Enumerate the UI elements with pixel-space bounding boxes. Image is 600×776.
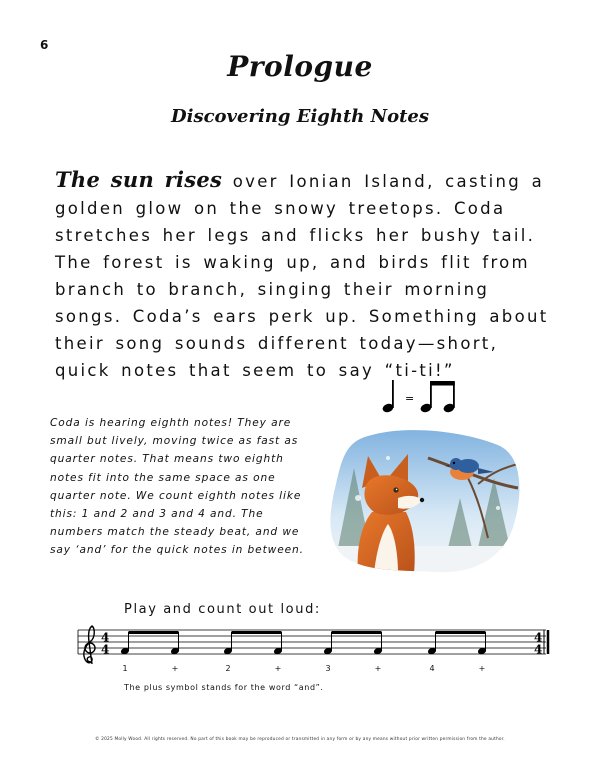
- count-label: +: [374, 664, 382, 673]
- story-lead: The sun rises: [55, 167, 223, 192]
- count-label: +: [478, 664, 486, 673]
- plus-symbol-note: The plus symbol stands for the word “and”.: [124, 683, 324, 692]
- story-paragraph: [55, 166, 555, 384]
- eighth-note-pair: [427, 631, 487, 655]
- page-number: 6: [40, 38, 49, 52]
- count-label: +: [171, 664, 179, 673]
- eighth-note-pair: [223, 631, 283, 655]
- time-signature-top: 4: [101, 630, 110, 645]
- copyright-footer: © 2025 Molly Wood. All rights reserved. No part of this book may be reproduced or transmitted in any form or by any means without prior written permission from the author.: [95, 737, 505, 742]
- count-label: 2: [225, 664, 231, 673]
- eighth-note-pair: [120, 631, 180, 655]
- count-label: 1: [122, 664, 128, 673]
- count-label: +: [274, 664, 282, 673]
- page-subtitle: Discovering Eighth Notes: [171, 106, 429, 127]
- count-label: 4: [429, 664, 435, 673]
- time-signature-bottom-end: 4: [534, 642, 543, 657]
- fox-and-bird-illustration: [328, 428, 524, 574]
- page-title: Prologue: [227, 50, 373, 83]
- count-label: 3: [325, 664, 331, 673]
- eighth-note-pair-icon: [419, 381, 455, 414]
- treble-clef-icon: [84, 626, 95, 664]
- explanation-text: Coda is hearing eighth notes! They are small but lively, moving twice as fast as quarter notes. That means two eighth notes fit into the same space as one quarter note. We count eighth notes like this: 1 and 2 and 3 and 4 and. The numbers match the steady beat, and we say ‘and’ for the quick notes in between.: [50, 417, 304, 557]
- exercise-instruction: Play and count out loud:: [124, 602, 321, 617]
- eighth-note-pair: [323, 631, 383, 655]
- quarter-note-icon: [381, 380, 394, 414]
- time-signature-top-end: 4: [534, 630, 543, 645]
- story-body: over Ionian Island, casting a golden glow on the snowy treetops. Coda stretches her legs and flicks her bushy tail. The forest is waking up, and birds flit from branch to branch, singing their morning songs. Coda’s ears perk up. Something about their song sounds different today—short, quick notes that seem to say “ti-ti!”: [55, 172, 549, 380]
- quarter-equals-two-eighths: [380, 376, 460, 416]
- equals-sign: =: [405, 392, 415, 405]
- time-signature-bottom: 4: [101, 642, 110, 657]
